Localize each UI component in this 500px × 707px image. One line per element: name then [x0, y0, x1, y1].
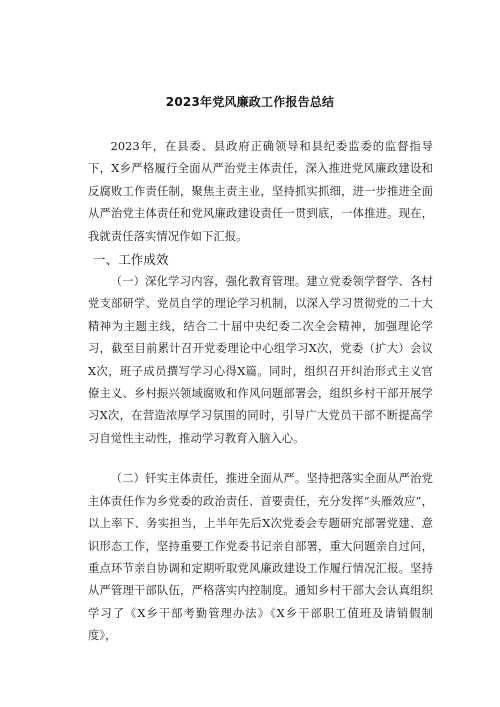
intro-paragraph: 2023年，在县委、县政府正确领导和县纪委监委的监督指导下，X乡严格履行全面从严治党主体责任，深入推进党风廉政建设和反腐败工作责任制，聚焦主责主业，坚持抓实抓细，进一步推进全面从严治党主体责任和党风廉政建设责任一贯到底，一体推进。现在，我就责任落实情况作如下汇报。 — [88, 140, 433, 243]
paragraph-main-responsibility: （二）钎实主体责任，推进全面从严。坚持把落实全面从严治党主体责任作为乡党委的政治责任、首要责任，充分发挥“头雁效应”，以上率下、务实担当，上半年先后X次党委会专题研究部署党建、意识形态工作，坚持重要工作党委书记亲自部署，重大问题亲自过问，重点环节亲自协调和定期听取党风廉政建设工作履行情况汇报。坚持从严管理干部队伍，严格落实内控制度。通知乡村干部大会认真组织学习了《X乡干部考勤管理办法》《X乡干部职工值班及请销假制度》， — [88, 472, 433, 643]
document-title: 2023年党风廉政工作报告总结 — [165, 95, 335, 109]
section-heading-achievements: 一、工作成效 — [93, 252, 169, 268]
paragraph-spacer — [88, 450, 433, 468]
paragraph-study-education: （一）深化学习内容，强化教育管理。建立党委领学督学、各村党支部研学、党员自学的理论学习机制，以深入学习贯彻党的二十大精神为主题主线，结合二十届中央纪委二次全会精神，加强理论学习，截至目前累计召开党委理论中心组学习X次，党委（扩大）会议X次，班子成员撰写学习心得X篇。同时，组织召开纠治形式主义官僚主义、乡村振兴领域腐败和作风问题部署会，组织乡村干部开展学习X次，在营造浓厚学习氛围的同时，引导广大党员干部不断提高学习自觉性主动性，推动学习教育入脑入心。 — [88, 275, 433, 445]
document-body — [88, 136, 433, 648]
